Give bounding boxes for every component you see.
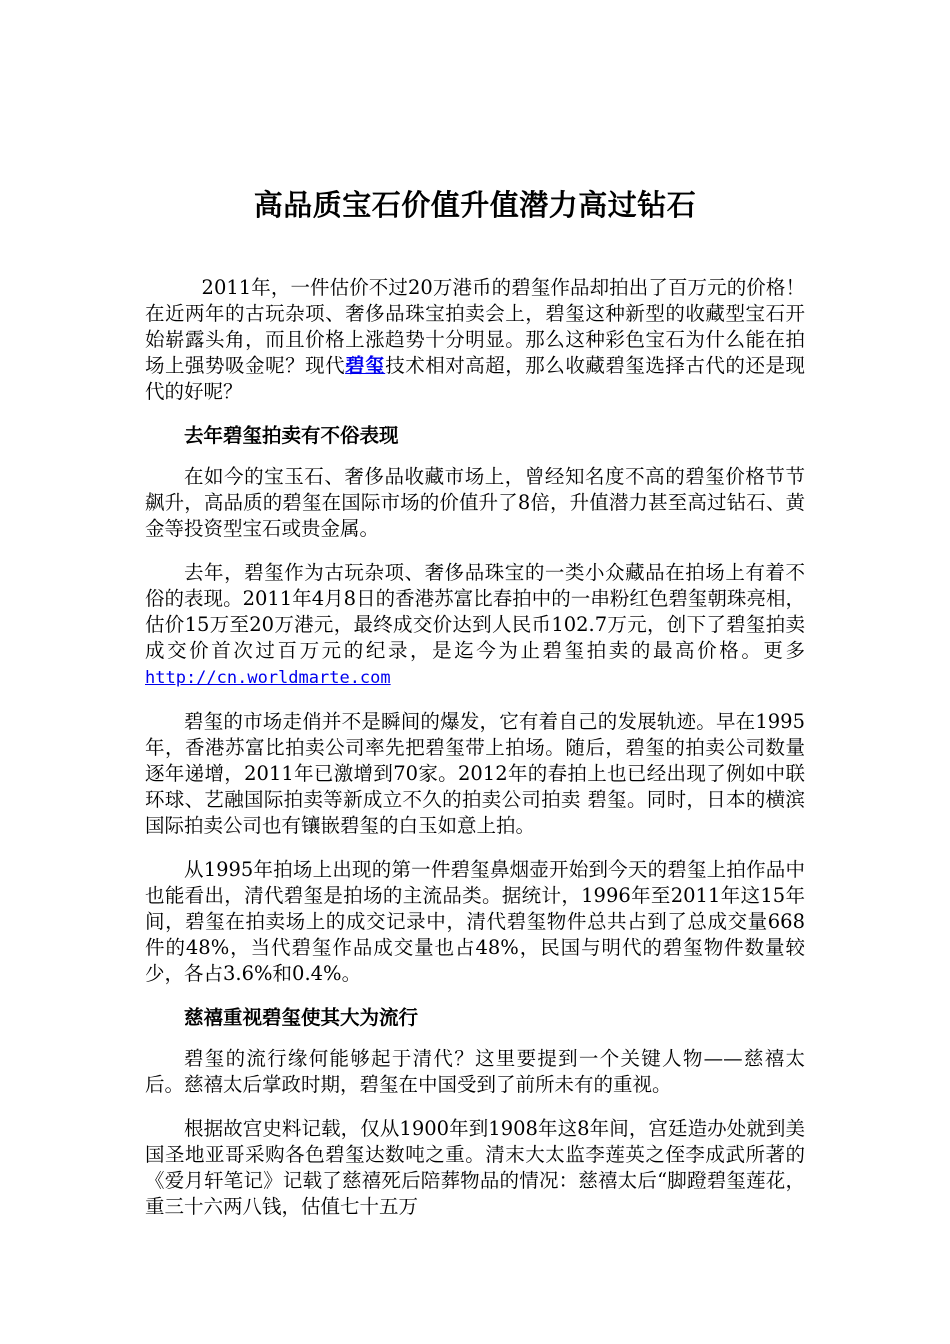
- section2-paragraph-1: 碧玺的流行缘何能够起于清代？这里要提到一个关键人物——慈禧太后。慈禧太后掌政时期，碧玺在中国受到了前所未有的重视。: [145, 1047, 805, 1096]
- section1-paragraph-3: 碧玺的市场走俏并不是瞬间的爆发，它有着自己的发展轨迹。早在1995年，香港苏富比拍卖公司率先把碧玺带上拍场。随后，碧玺的拍卖公司数量逐年递增，2011年已激增到70家。2012年的春拍上也已经出现了例如中联环球、艺融国际拍卖等新成立不久的拍卖公司拍卖 碧玺。同时，日本的横滨国际拍卖公司也有镶嵌碧玺的白玉如意上拍。: [145, 710, 805, 837]
- section1-paragraph-4: 从1995年拍场上出现的第一件碧玺鼻烟壶开始到今天的碧玺上拍作品中也能看出，清代碧玺是拍场的主流品类。据统计，1996年至2011年这15年间，碧玺在拍卖场上的成交记录中，清代碧玺物件总共占到了总成交量668件的48%，当代碧玺作品成交量也占48%，民国与明代的碧玺物件数量较少，各占3.6%和0.4%。: [145, 858, 805, 985]
- more-info-url-link[interactable]: http://cn.worldmarte.com: [145, 668, 391, 688]
- intro-text-after-link: 技术相对高超，那么收藏碧玺选择古代的还是现代的好呢？: [145, 354, 805, 403]
- section-heading-cixi-influence: 慈禧重视碧玺使其大为流行: [184, 1006, 419, 1029]
- document-title: 高品质宝石价值升值潜力高过钻石: [253, 188, 697, 222]
- section2-paragraph-2: 根据故宫史料记载，仅从1900年到1908年这8年间，宫廷造办处就到美国圣地亚哥采购各色碧玺达数吨之重。清末大太监李莲英之侄李成武所著的《爱月轩笔记》记载了慈禧死后陪葬物品的情况：慈禧太后“脚蹬碧玺莲花，重三十六两八钱，估值七十五万: [145, 1117, 805, 1218]
- section1-paragraph-2: [145, 560, 805, 691]
- section-heading-auction-performance: 去年碧玺拍卖有不俗表现: [184, 424, 399, 447]
- intro-paragraph: [145, 275, 805, 405]
- tourmaline-keyword-link[interactable]: 碧玺: [345, 354, 386, 377]
- section1-paragraph-2-text: 去年，碧玺作为古玩杂项、奢侈品珠宝的一类小众藏品在拍场上有着不俗的表现。2011年4月8日的香港苏富比春拍中的一串粉红色碧玺朝珠亮相，估价15万至20万港元，最终成交价达到人民币102.7万元，创下了碧玺拍卖成交价首次过百万元的纪录，是迄今为止碧玺拍卖的最高价格。更多: [145, 561, 805, 662]
- document-body: [145, 185, 805, 1238]
- section1-paragraph-1: 在如今的宝玉石、奢侈品收藏市场上，曾经知名度不高的碧玺价格节节飙升，高品质的碧玺在国际市场的价值升了8倍，升值潜力甚至高过钻石、黄金等投资型宝石或贵金属。: [145, 465, 805, 540]
- intro-text-before-link: 2011年，一件估价不过20万港币的碧玺作品却拍出了百万元的价格！在近两年的古玩杂项、奢侈品珠宝拍卖会上，碧玺这种新型的收藏型宝石开始崭露头角，而且价格上涨趋势十分明显。那么这种彩色宝石为什么能在拍场上强势吸金呢？现代: [145, 276, 805, 377]
